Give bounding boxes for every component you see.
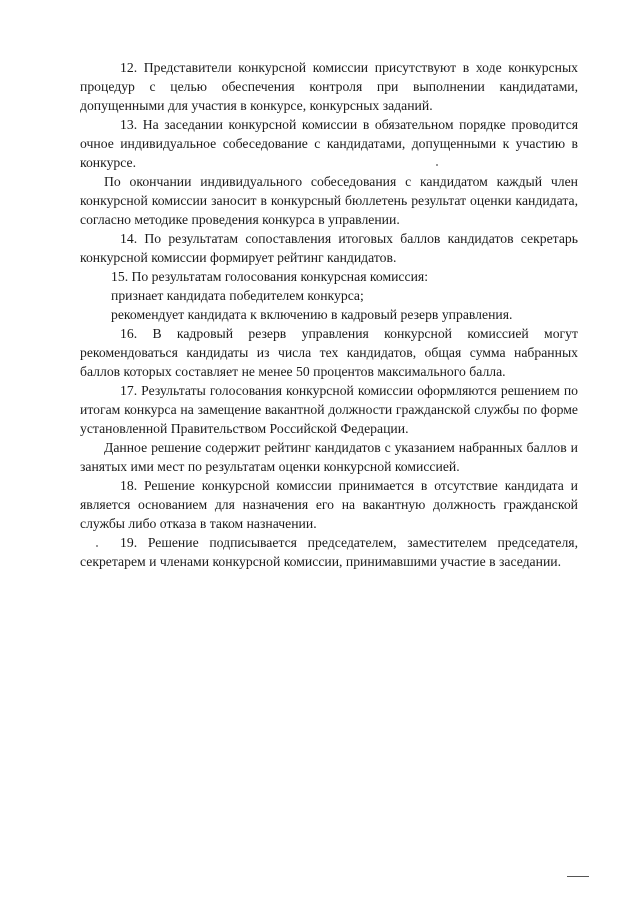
paragraph-17: 17. Результаты голосования конкурсной комиссии оформляются решением по итогам конкурса на замещение вакантной должности гражданской службы по форме установленной Правительством Российской Федерации. — [80, 383, 578, 436]
paragraph-15-item-reserve: рекомендует кандидата к включению в кадровый резерв управления. — [111, 307, 513, 322]
paragraph-13-continuation: По окончании индивидуального собеседования с кандидатом каждый член конкурсной комиссии заносит в конкурсный бюллетень результат оценки кандидата, согласно методике проведения конкурса в управлении. — [80, 174, 578, 227]
scan-speck — [96, 545, 98, 547]
paragraph-14: 14. По результатам сопоставления итоговых баллов кандидатов секретарь конкурсной комиссии формирует рейтинг кандидатов. — [80, 231, 578, 265]
scan-speck — [436, 164, 438, 166]
paragraph-16: 16. В кадровый резерв управления конкурсной комиссией могут рекомендоваться кандидаты из числа тех кандидатов, общая сумма набранных баллов которых составляет не менее 50 процентов максимального балла. — [80, 326, 578, 379]
document-body — [80, 58, 578, 571]
paragraph-19: 19. Решение подписывается председателем, заместителем председателя, секретарем и членами конкурсной комиссии, принимавшими участие в заседании. — [80, 535, 578, 569]
paragraph-17-continuation: Данное решение содержит рейтинг кандидатов с указанием набранных баллов и занятых ими мест по результатам оценки конкурсной комиссией. — [80, 440, 578, 474]
paragraph-15: 15. По результатам голосования конкурсная комиссия: — [111, 269, 429, 284]
paragraph-13: 13. На заседании конкурсной комиссии в обязательном порядке проводится очное индивидуальное собеседование с кандидатами, допущенными к участию в конкурсе. — [80, 117, 578, 170]
paragraph-15-item-winner: признает кандидата победителем конкурса; — [111, 288, 364, 303]
footer-rule — [567, 876, 589, 877]
paragraph-12: 12. Представители конкурсной комиссии присутствуют в ходе конкурсных процедур с целью обеспечения контроля при выполнении кандидатами, допущенными для участия в конкурсе, конкурсных заданий. — [80, 60, 578, 113]
paragraph-18: 18. Решение конкурсной комиссии принимается в отсутствие кандидата и является основанием для назначения его на вакантную должность гражданской службы либо отказа в таком назначении. — [80, 478, 578, 531]
